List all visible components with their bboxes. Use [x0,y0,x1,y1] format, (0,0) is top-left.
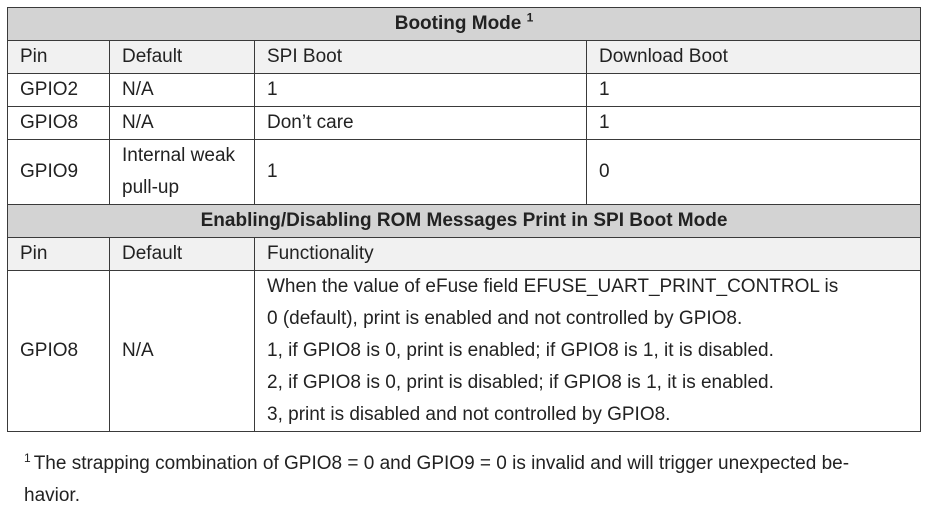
functionality-line: 2, if GPIO8 is 0, print is disabled; if GPIO8 is 1, it is enabled. [267,372,774,393]
cell-spi-boot: 1 [255,140,587,205]
footnote-line: havior. [24,485,80,506]
cell-spi-boot: 1 [255,74,587,107]
table-row-gpio9 [8,140,921,205]
cell-default: N/A [110,107,255,140]
footnote [24,448,924,512]
footnote-text: The strapping combination of GPIO8 = 0 and GPIO9 = 0 is invalid and will trigger unexpected be- [33,453,850,474]
column-header-default: Default [110,238,255,271]
default-line: Internal weak [122,145,236,166]
cell-download-boot: 1 [587,74,921,107]
cell-default: N/A [110,74,255,107]
functionality-line: When the value of eFuse field EFUSE_UART_PRINT_CONTROL is [267,276,839,297]
booting-mode-title-cell [8,8,921,41]
functionality-line: 0 (default), print is enabled and not controlled by GPIO8. [267,308,743,329]
cell-pin: GPIO9 [8,140,110,205]
column-header-spi-boot: SPI Boot [255,41,587,74]
cell-pin: GPIO8 [8,107,110,140]
column-header-functionality: Functionality [255,238,921,271]
booting-mode-title: Booting Mode [394,13,522,34]
booting-mode-footnote-mark: 1 [526,10,534,25]
cell-default: N/A [110,271,255,432]
cell-default [110,140,255,205]
column-header-default: Default [110,41,255,74]
table-row-rom-gpio8 [8,271,921,432]
cell-download-boot: 1 [587,107,921,140]
rom-messages-title: Enabling/Disabling ROM Messages Print in SPI Boot Mode [8,205,921,238]
booting-mode-header-row [8,41,921,74]
cell-pin: GPIO8 [8,271,110,432]
table-row-gpio2 [8,74,921,107]
default-line: pull-up [122,177,180,198]
functionality-line: 3, print is disabled and not controlled by GPIO8. [267,404,671,425]
rom-messages-title-row [8,205,921,238]
functionality-line: 1, if GPIO8 is 0, print is enabled; if GPIO8 is 1, it is disabled. [267,340,774,361]
footnote-mark: 1 [24,450,31,465]
cell-download-boot: 0 [587,140,921,205]
rom-messages-header-row [8,238,921,271]
column-header-pin: Pin [8,41,110,74]
cell-spi-boot: Don’t care [255,107,587,140]
cell-functionality [255,271,921,432]
strapping-pins-table [7,7,921,432]
footnote-line [24,448,924,480]
cell-pin: GPIO2 [8,74,110,107]
booting-mode-title-row [8,8,921,41]
table-row-gpio8 [8,107,921,140]
column-header-pin: Pin [8,238,110,271]
column-header-download-boot: Download Boot [587,41,921,74]
